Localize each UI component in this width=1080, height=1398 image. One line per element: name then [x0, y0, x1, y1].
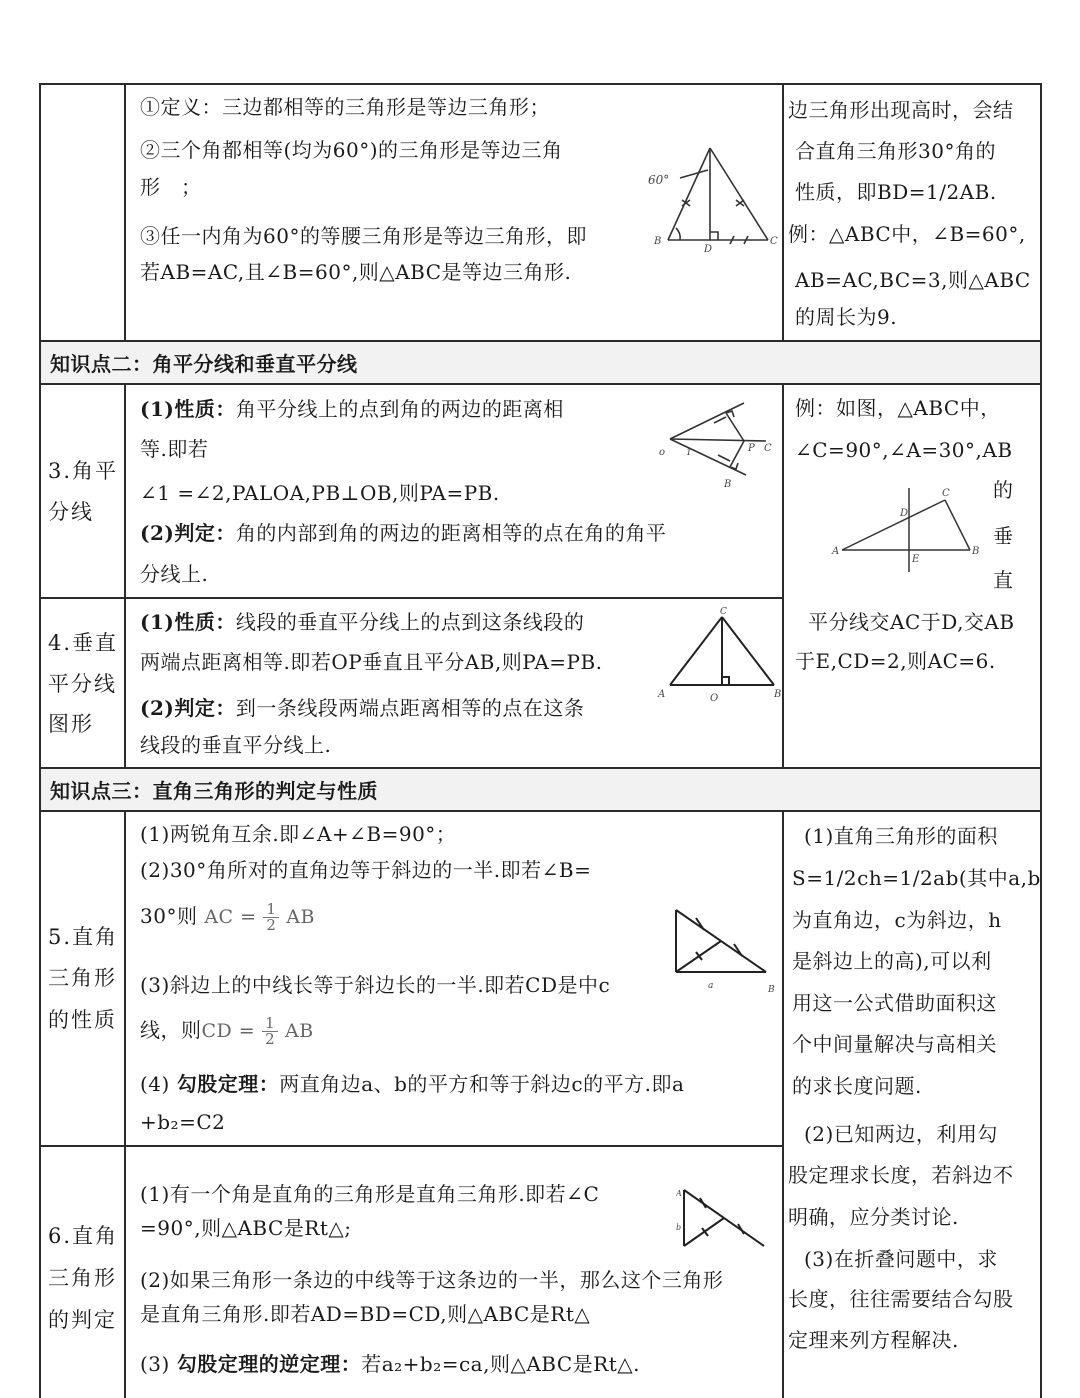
row-divider [40, 1145, 784, 1147]
bisector-judgement-text: 角的内部到角的两边的距离相等的点在角的角平 [235, 521, 667, 545]
equilateral-def1: ①定义：三边都相等的三角形是等边三角形； [140, 95, 550, 119]
example2-vertical-1: 的 [993, 478, 1014, 502]
section2-title: 知识点二：角平分线和垂直平分线 [50, 352, 358, 376]
bisector-judgement-head: (2)判定： [140, 521, 236, 545]
row-divider [40, 383, 1042, 385]
perp-judgement-head: (2)判定： [140, 696, 236, 720]
perp-property-head: (1)性质： [140, 610, 236, 634]
bisector-property-line1 [140, 395, 564, 423]
rt-note-10: 明确，应分类讨论. [788, 1205, 959, 1229]
bisector-property-head: (1)性质： [140, 397, 236, 421]
perp-label-3: 图形 [48, 712, 94, 736]
rt-note-11: (3)在折叠问题中，求 [804, 1247, 998, 1271]
perp-judgement-line1 [140, 694, 584, 722]
fraction-numerator: 1 [263, 902, 279, 918]
example2-vertical-3: 直 [993, 568, 1014, 592]
fig-label-d: D [704, 244, 713, 255]
fig-label-60: 60° [648, 173, 670, 187]
fig-label-1: 1 [686, 448, 692, 458]
rt-props-label-1: 5.直角 [48, 925, 119, 949]
rt-prop-3-line1: (3)斜边上的中线长等于斜边长的一半.即若CD是中c [140, 973, 611, 997]
perp-judgement-line2: 线段的垂直平分线上. [140, 733, 332, 757]
rt-judge-label-1: 6.直角 [48, 1224, 119, 1248]
rt-note-4: 是斜边上的高),可以利 [792, 949, 992, 973]
rt-note-3: 为直角边，c为斜边，h [792, 908, 1002, 932]
rt-judge-3-head: 勾股定理的逆定理： [176, 1352, 362, 1376]
column-divider [782, 83, 784, 341]
equilateral-note-1: 边三角形出现高时，会结 [788, 98, 1014, 122]
formula-ac-fraction [263, 902, 279, 933]
fig-label-b: B [724, 479, 732, 490]
column-divider [124, 83, 126, 341]
rt-note-6: 个中间量解决与高相关 [792, 1032, 997, 1056]
fig-label-p: P [748, 443, 755, 454]
fraction-denominator: 2 [266, 916, 277, 934]
fraction-denominator: 2 [265, 1030, 276, 1048]
example2-line3: 平分线交AC于D,交AB [808, 610, 1015, 634]
column-divider [124, 811, 126, 1398]
rt-prop-4-head: 勾股定理： [176, 1072, 280, 1096]
rt-judge-3 [140, 1350, 640, 1378]
rt-prop-4-text: 两直角边a、b的平方和等于斜边c的平方.即a [279, 1072, 685, 1096]
table-border-left [39, 83, 41, 1398]
formula-cd-fraction [262, 1016, 278, 1047]
rt-note-2: S=1/2ch=1/2ab(其中a,b [792, 866, 1041, 890]
bisector-label-1: 3.角平 [48, 459, 119, 483]
rt-prop-2-line1: (2)30°角所对的直角边等于斜边的一半.即若∠B= [140, 858, 592, 882]
right-triangle-median-figure [666, 900, 781, 995]
fig-label-b: B [774, 689, 781, 700]
rt-note-5: 用这一公式借助面积这 [792, 991, 997, 1015]
row-divider [40, 767, 1042, 769]
equilateral-note-3: 性质，即BD=1/2AB. [795, 180, 997, 204]
fig-label-b: B [654, 236, 662, 247]
section3-title: 知识点三：直角三角形的判定与性质 [50, 779, 378, 803]
example2-vertical-2: 垂 [993, 524, 1014, 548]
perp-property-line1 [140, 608, 584, 636]
example-right-triangle-figure [830, 482, 990, 577]
table-border-right [1040, 83, 1042, 1398]
equilateral-note-4: 例：△ABC中，∠B=60°, [788, 222, 1026, 246]
fig-label-c: C [770, 236, 778, 247]
fig-label-a: A [832, 546, 840, 557]
rt-note-7: 的求长度问题. [792, 1074, 922, 1098]
rt-judge-1-line2: =90°,则△ABC是Rt△; [140, 1216, 352, 1240]
fig-label-b: B [768, 985, 775, 995]
rt-note-1: (1)直角三角形的面积 [804, 824, 998, 848]
equilateral-note-2: 合直角三角形30°角的 [795, 139, 996, 163]
formula-cd-lhs: CD = [201, 1020, 256, 1042]
formula-ac-rhs: AB [286, 906, 315, 928]
equilateral-note-6: 的周长为9. [795, 305, 898, 329]
rt-judge-3-text: 若a₂+b₂=ca,则△ABC是Rt△. [361, 1352, 640, 1376]
rt-judge-2-line2: 是直角三角形.即若AD=BD=CD,则△ABC是Rt△ [140, 1302, 591, 1326]
formula-ac-lhs: AC = [204, 906, 257, 928]
bisector-property-text: 角平分线上的点到角的两边的距离相 [235, 397, 564, 421]
row-divider [40, 340, 1042, 342]
equilateral-def2-line2: 形 ； [140, 175, 202, 199]
perp-judgement-text: 到一条线段两端点距离相等的点在这条 [235, 696, 585, 720]
fraction-numerator: 1 [262, 1016, 278, 1032]
fig-label-b: B [972, 546, 980, 557]
formula-cd-rhs: AB [285, 1020, 314, 1042]
rt-props-label-3: 的性质 [48, 1008, 117, 1032]
example2-line2: ∠C=90°,∠A=30°,AB [795, 438, 1013, 462]
column-divider [782, 811, 784, 1398]
perp-label-2: 平分线 [48, 672, 117, 696]
fig-label-c: C [764, 443, 772, 454]
rt-judge-1-line1: (1)有一个角是直角的三角形是直角三角形.即若∠C [140, 1182, 600, 1206]
fig-label-d: D [900, 508, 909, 519]
example2-line4: 于E,CD=2,则AC=6. [795, 649, 996, 673]
rt-prop-3-text: 线，则 [140, 1018, 202, 1042]
perp-property-text: 线段的垂直平分线上的点到这条线段的 [235, 610, 585, 634]
rt-judge-3-prefix: (3) [140, 1352, 170, 1376]
fig-label-e: E [912, 554, 920, 565]
rt-prop-2-line2 [140, 896, 315, 937]
fig-label-c: C [942, 488, 950, 499]
equilateral-note-5: AB=AC,BC=3,则△ABC [795, 268, 1031, 292]
example2-line1: 例：如图，△ABC中， [795, 396, 1001, 420]
rt-note-9: 股定理求长度，若斜边不 [788, 1163, 1014, 1187]
bisector-judgement-line2: 分线上. [140, 562, 209, 586]
row-divider [40, 597, 784, 599]
equilateral-def3-line2: 若AB=AC,且∠B=60°,则△ABC是等边三角形. [140, 260, 572, 284]
perp-label-1: 4.垂直 [48, 631, 119, 655]
equilateral-def3-line1: ③任一内角为60°的等腰三角形是等边三角形，即 [140, 224, 587, 248]
bisector-judgement-line1 [140, 519, 666, 547]
rt-note-13: 定理来列方程解决. [788, 1328, 959, 1352]
rt-prop-4-prefix: (4) [140, 1072, 170, 1096]
fig-label-o: o [659, 447, 666, 458]
rt-props-label-2: 三角形 [48, 966, 117, 990]
bisector-label-2: 分线 [48, 500, 94, 524]
rt-note-12: 长度，往往需要结合勾股 [788, 1287, 1014, 1311]
rt-prop-2-text: 30°则 [140, 904, 198, 928]
equilateral-triangle-figure [640, 140, 780, 255]
bisector-property-line3: ∠1 =∠2,PALOA,PB⊥OB,则PA=PB. [140, 481, 500, 505]
table-border-top [40, 83, 1042, 85]
fig-label-a: A [658, 689, 666, 700]
rt-judge-label-3: 的判定 [48, 1308, 117, 1332]
fig-label-o: O [710, 693, 719, 704]
right-triangle-judgement-figure [676, 1184, 771, 1256]
fig-label-a: a [708, 981, 714, 991]
fig-label-a: A [676, 1189, 682, 1198]
fig-label-c: C [720, 607, 727, 617]
rt-prop-1: (1)两锐角互余.即∠A+∠B=90°； [140, 822, 457, 846]
perpendicular-bisector-figure [656, 605, 781, 705]
perp-property-line2: 两端点距离相等.即若OP垂直且平分AB,则PA=PB. [140, 650, 603, 674]
bisector-property-line2: 等.即若 [140, 437, 209, 461]
fig-label-b: b [676, 1223, 682, 1232]
row-divider [40, 810, 1042, 812]
column-divider [782, 384, 784, 768]
rt-judge-label-2: 三角形 [48, 1266, 117, 1290]
rt-note-8: (2)已知两边，利用勾 [804, 1122, 998, 1146]
angle-bisector-figure [656, 395, 781, 495]
rt-prop-3-line2 [140, 1010, 314, 1051]
rt-judge-2-line1: (2)如果三角形一条边的中线等于这条边的一半，那么这个三角形 [140, 1268, 724, 1292]
rt-prop-4-line2: +b₂=C2 [140, 1110, 226, 1134]
column-divider [124, 384, 126, 768]
rt-prop-4-line1 [140, 1070, 684, 1098]
equilateral-def2-line1: ②三个角都相等(均为60°)的三角形是等边三角 [140, 138, 563, 162]
